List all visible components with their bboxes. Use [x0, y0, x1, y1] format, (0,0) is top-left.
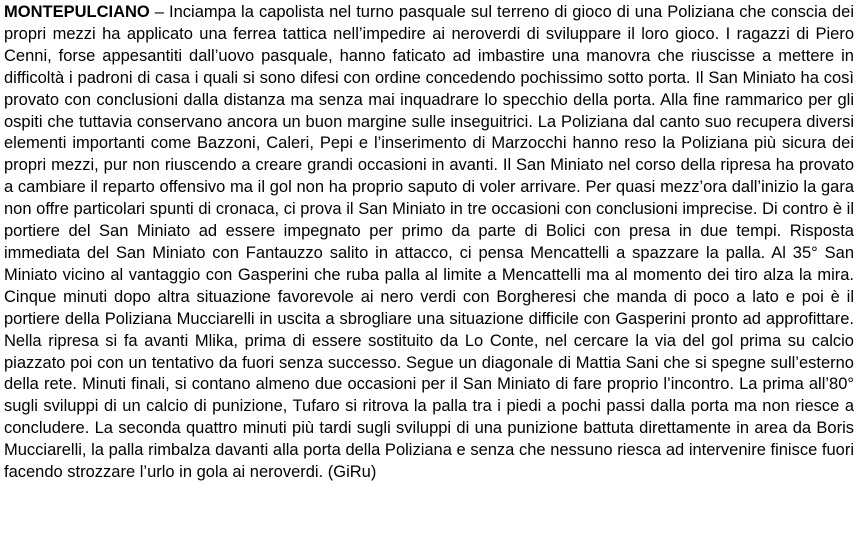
article-dateline: MONTEPULCIANO — [4, 3, 150, 21]
dateline-separator: – — [149, 3, 170, 21]
article-body: Inciampa la capolista nel turno pasquale sul terreno di gioco di una Poliziana che conscia dei propri mezzi ha applicato una ferrea tattica nell’impedire ai neroverdi di sviluppare il loro gioco. I ragazzi di Piero Cenni, forse appesantiti dall’uovo pasquale, hanno faticato ad imbastire una manovra che riuscisse a mettere in difficoltà i padroni di casa i quali si sono difesi con ordine concedendo pochissimo sotto porta. Il San Miniato ha così provato con conclusioni dalla distanza ma senza mai inquadrare lo specchio della porta. Alla fine rammarico per gli ospiti che tuttavia conservano ancora un buon margine sulle inseguitrici. La Poliziana dal canto suo recupera diversi elementi importanti come Bazzoni, Caleri, Pepi e l’inserimento di Marzocchi hanno reso la Poliziana più sicura dei propri mezzi, pur non riuscendo a creare grandi occasioni in avanti. Il San Miniato nel corso della ripresa ha provato a cambiare il reparto offensivo ma il gol non ha proprio saputo di voler arrivare. Per quasi mezz’ora dall’inizio la gara non offre particolari spunti di cronaca, ci prova il San Miniato in tre occasioni con conclusioni imprecise. Di contro è il portiere del San Miniato ad essere impegnato per primo da parte di Bolici con presa in due tempi. Risposta immediata del San Miniato con Fantauzzo salito in attacco, ci pensa Mencattelli a spazzare la palla. Al 35° San Miniato vicino al vantaggio con Gasperini che ruba palla al limite a Mencattelli ma al momento dei tiro alza la mira. Cinque minuti dopo altra situazione favorevole ai nero verdi con Borgheresi che manda di poco a lato e poi è il portiere della Poliziana Mucciarelli in uscita a sbrogliare una situazione difficile con Gasperini pronto ad approfittare. Nella ripresa si fa avanti Mlika, prima di essere sostituito da Lo Conte, nel cercare la via del gol prima su calcio piazzato poi con un tentativo da fuori senza successo. Segue un diagonale di Mattia Sani che si spegne sull’esterno della rete. Minuti finali, si contano almeno due occasioni per il San Miniato di fare proprio l’incontro. La prima all’80° sugli sviluppi di un calcio di punizione, Tufaro si ritrova la palla tra i piedi a pochi passi dalla porta ma non riesce a concludere. La seconda quattro minuti più tardi sugli sviluppi di una punizione battuta direttamente in area da Boris Mucciarelli, la palla rimbalza davanti alla porta della Poliziana e senza che nessuno riesca ad intervenire finisce fuori facendo strozzare l’urlo in gola ai neroverdi. (GiRu) — [4, 3, 854, 482]
